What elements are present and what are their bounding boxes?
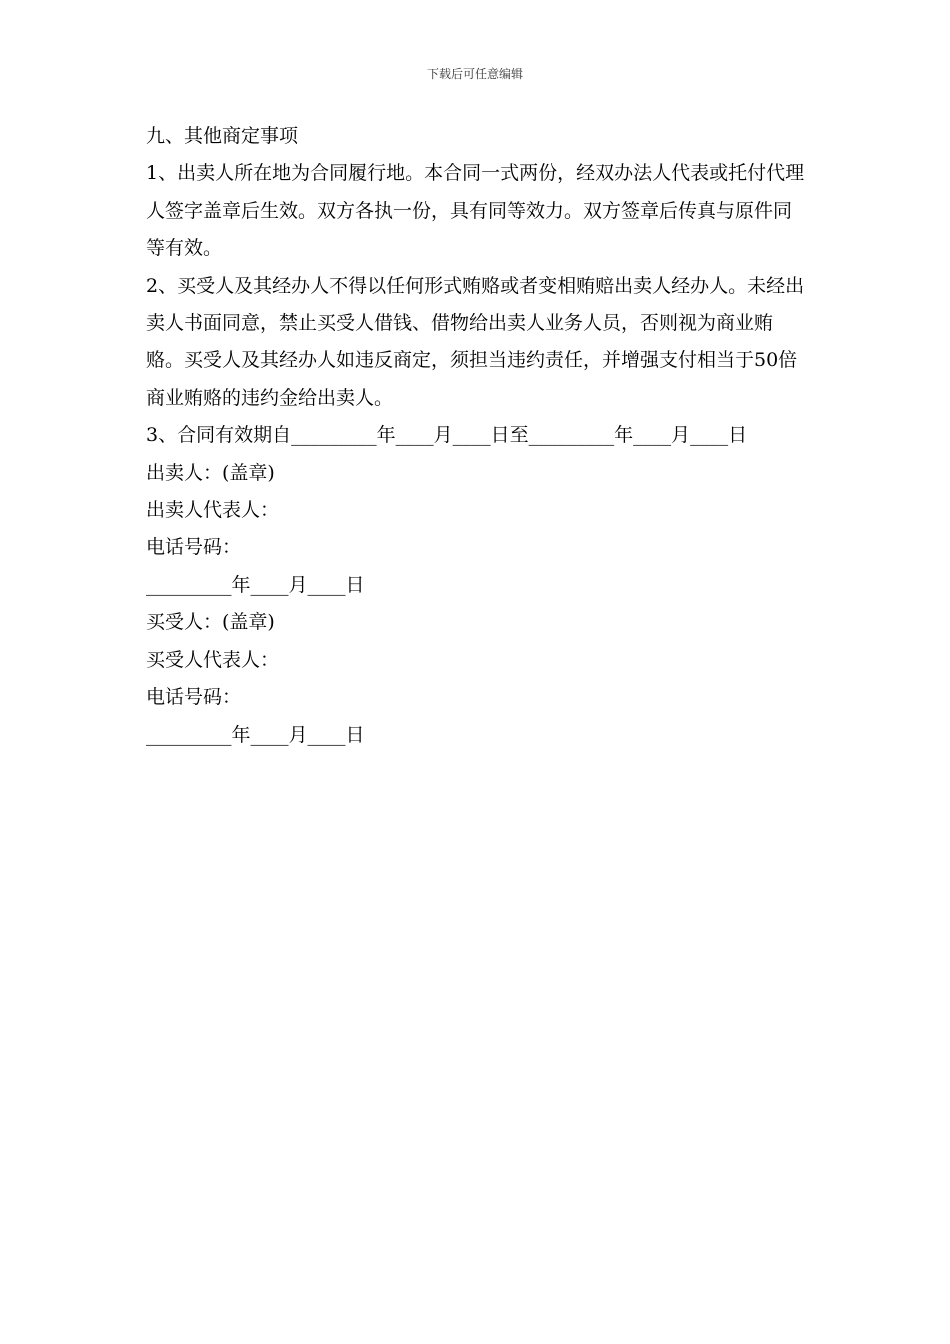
section-title: 九、其他商定事项	[146, 125, 299, 147]
clause-2: 2、买受人及其经办人不得以任何形式贿赂或者变相贿赔出卖人经办人。未经出卖人书面同意，禁止买受人借钱、借物给出卖人业务人员，否则视为商业贿赂。买受人及其经办人如违反商定，须担当违约责任，并增强支付相当于50倍商业贿赂的违约金给出卖人。	[146, 274, 805, 409]
buyer-representative-line: 买受人代表人：	[146, 648, 280, 671]
document-body	[146, 118, 806, 754]
seller-representative-line: 出卖人代表人：	[146, 499, 280, 522]
buyer-phone-line: 电话号码：	[146, 686, 242, 709]
seller-date-line: _________年____月____日	[146, 573, 365, 596]
buyer-seal-line: 买受人：(盖章)	[146, 611, 275, 634]
seller-phone-line: 电话号码：	[146, 536, 242, 559]
page-header: 下载后可任意编辑	[426, 67, 523, 81]
clause-1: 1、出卖人所在地为合同履行地。本合同一式两份，经双办法人代表或托付代理人签字盖章后生效。双方各执一份，具有同等效力。双方签章后传真与原件同等有效。	[146, 162, 805, 260]
clause-3: 3、合同有效期自_________年____月____日至_________年____月____日	[146, 424, 748, 447]
buyer-date-line: _________年____月____日	[146, 723, 365, 746]
seller-seal-line: 出卖人：(盖章)	[146, 461, 275, 484]
